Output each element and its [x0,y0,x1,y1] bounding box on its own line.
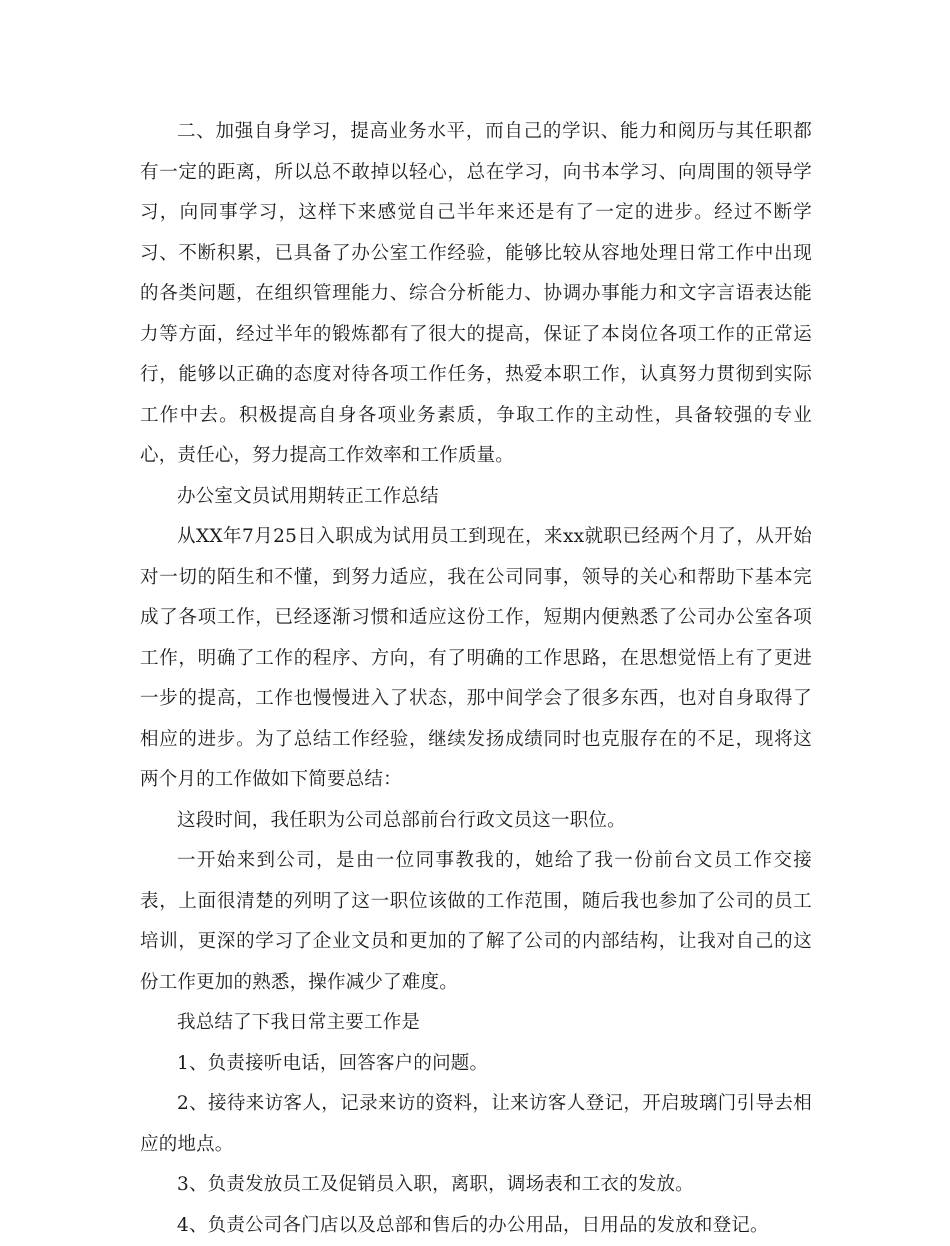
section-title: 办公室文员试用期转正工作总结 [140,477,812,518]
list-item: 3、负责发放员工及促销员入职，离职，调场表和工衣的发放。 [140,1165,812,1206]
list-item: 4、负责公司各门店以及总部和售后的办公用品，日用品的发放和登记。 [140,1206,812,1246]
document-body [140,112,812,1246]
paragraph-training: 一开始来到公司，是由一位同事教我的，她给了我一份前台文员工作交接表，上面很清楚的列明了这一职位该做的工作范围，随后我也参加了公司的员工培训，更深的学习了企业文员和更加的了解了公司的内部结构，让我对自己的这份工作更加的熟悉，操作减少了难度。 [140,841,812,1003]
list-item: 1、负责接听电话，回答客户的问题。 [140,1044,812,1085]
paragraph-study: 二、加强自身学习，提高业务水平，而自己的学识、能力和阅历与其任职都有一定的距离，所以总不敢掉以轻心，总在学习，向书本学习、向周围的领导学习，向同事学习，这样下来感觉自己半年来还是有了一定的进步。经过不断学习、不断积累，已具备了办公室工作经验，能够比较从容地处理日常工作中出现的各类问题，在组织管理能力、综合分析能力、协调办事能力和文字言语表达能力等方面，经过半年的锻炼都有了很大的提高，保证了本岗位各项工作的正常运行，能够以正确的态度对待各项工作任务，热爱本职工作，认真努力贯彻到实际工作中去。积极提高自身各项业务素质，争取工作的主动性，具备较强的专业心，责任心，努力提高工作效率和工作质量。 [140,112,812,477]
list-item: 2、接待来访客人，记录来访的资料，让来访客人登记，开启玻璃门引导去相应的地点。 [140,1084,812,1165]
paragraph-position: 这段时间，我任职为公司总部前台行政文员这一职位。 [140,801,812,842]
paragraph-duties-heading: 我总结了下我日常主要工作是 [140,1003,812,1044]
paragraph-intro: 从XX年7月25日入职成为试用员工到现在，来xx就职已经两个月了，从开始对一切的陌生和不懂，到努力适应，我在公司同事，领导的关心和帮助下基本完成了各项工作，已经逐渐习惯和适应这份工作，短期内便熟悉了公司办公室各项工作，明确了工作的程序、方向，有了明确的工作思路，在思想觉悟上有了更进一步的提高，工作也慢慢进入了状态，那中间学会了很多东西，也对自身取得了相应的进步。为了总结工作经验，继续发扬成绩同时也克服存在的不足，现将这两个月的工作做如下简要总结： [140,517,812,801]
